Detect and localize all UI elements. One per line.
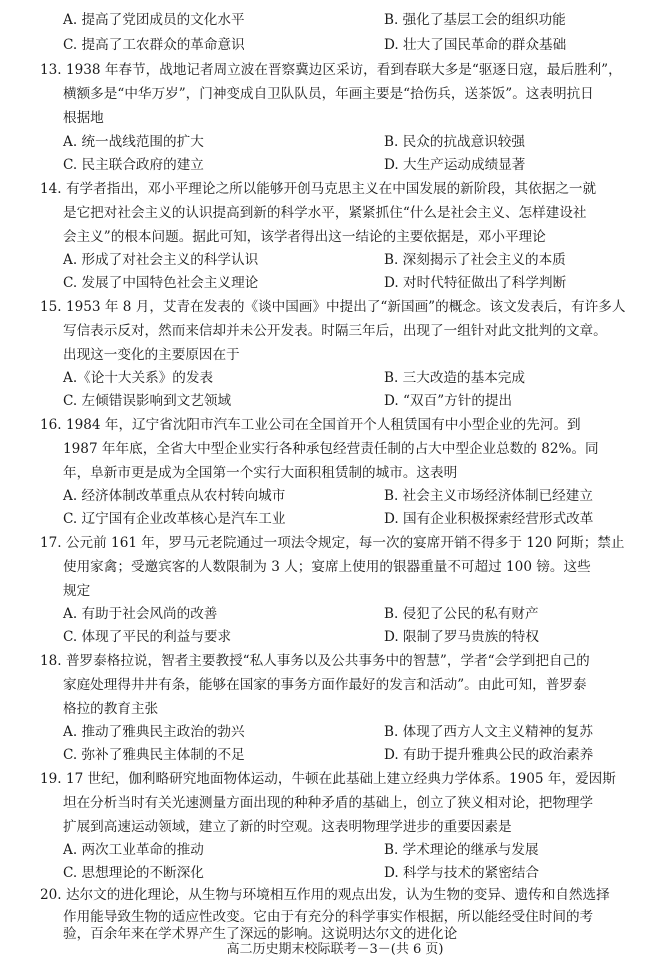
option-d: D. 对时代特征做出了科学判断	[384, 275, 567, 291]
option-a: A. 统一战线范围的扩大	[63, 134, 204, 150]
option-b: B. 强化了基层工会的组织功能	[384, 12, 566, 28]
question-stem-line: 写信表示反对，然而来信却并未公开发表。时隔三年后，出现了一组针对此文批判的文章。	[63, 323, 607, 339]
question-stem-line: 19. 17 世纪，伽利略研究地面物体运动，牛顿在此基础上建立经典力学体系。1905 年，爱因斯	[40, 771, 616, 787]
option-b: B. 学术理论的继承与发展	[384, 842, 539, 858]
question-stem-line: 出现这一变化的主要原因在于	[63, 347, 240, 363]
page-footer: 高二历史期末校际联考－3－(共 6 页)	[226, 942, 444, 957]
option-d: D. 限制了罗马贵族的特权	[384, 629, 539, 645]
question-stem-line: 18. 普罗泰格拉说，智者主要教授“私人事务以及公共事务中的智慧”，学者“会学到把自己的	[40, 653, 590, 669]
option-b: B. 社会主义市场经济体制已经建立	[384, 488, 593, 504]
question-stem-line: 格拉的教育主张	[63, 701, 159, 717]
option-b: B. 三大改造的基本完成	[384, 370, 525, 386]
question-stem-line: 验，百余年来在学术界产生了深远的影响。这说明达尔文的进化论	[63, 926, 458, 942]
question-stem-line: 16. 1984 年，辽宁省沈阳市汽车工业公司在全国首开个人租赁国有中小型企业的先河。到	[40, 417, 581, 433]
option-c: C. 体现了平民的利益与要求	[63, 629, 232, 645]
question-stem-line: 使用家禽；受邀宾客的人数限制为 3 人；宴席上使用的银器重量不可超过 100 镑。这些	[63, 559, 591, 575]
option-c: C. 弥补了雅典民主体制的不足	[63, 747, 245, 763]
question-stem-line: 会主义”的根本问题。据此可知，该学者得出这一结论的主要依据是，邓小平理论	[63, 229, 546, 245]
option-c: C. 民主联合政府的建立	[63, 157, 204, 173]
option-c: C. 左倾错误影响到文艺领域	[63, 393, 232, 409]
option-b: B. 民众的抗战意识较强	[384, 134, 525, 150]
option-c: C. 发展了中国特色社会主义理论	[63, 275, 259, 291]
question-stem-line: 年，阜新市更是成为全国第一个实行大面积租赁制的城市。这表明	[63, 465, 458, 481]
option-a: A.《论十大关系》的发表	[63, 370, 214, 386]
option-a: A. 形成了对社会主义的科学认识	[63, 252, 259, 268]
question-stem-line: 13. 1938 年春节，战地记者周立波在晋察冀边区采访，看到春联大多是“驱逐日寇，最后胜利”，	[40, 62, 622, 78]
option-c: C. 提高了工农群众的革命意识	[63, 37, 245, 53]
option-b: B. 深刻揭示了社会主义的本质	[384, 252, 566, 268]
option-d: D. 有助于提升雅典公民的政治素养	[384, 747, 594, 763]
option-d: D. 壮大了国民革命的群众基础	[384, 37, 567, 53]
option-d: D. 科学与技术的紧密结合	[384, 865, 539, 881]
question-stem-line: 扩展到高速运动领域，建立了新的时空观。这表明物理学进步的重要因素是	[63, 819, 512, 835]
option-a: A. 有助于社会风尚的改善	[63, 606, 218, 622]
option-a: A. 提高了党团成员的文化水平	[63, 12, 245, 28]
question-stem-line: 1987 年年底，全省大中型企业实行各种承包经营责任制的占大中型企业总数的 82%。同	[63, 441, 599, 457]
question-stem-line: 15. 1953 年 8 月，艾青在发表的《谈中国画》中提出了“新国画”的概念。该文发表后，有许多人	[40, 299, 626, 315]
question-stem-line: 20. 达尔文的进化理论，从生物与环境相互作用的观点出发，认为生物的变异、遗传和自然选择	[40, 887, 610, 903]
option-a: A. 两次工业革命的推动	[63, 842, 204, 858]
question-stem-line: 根据地	[63, 110, 104, 126]
option-d: D. “双百”方针的提出	[384, 393, 513, 409]
question-stem-line: 家庭处理得井井有条，能够在国家的事务方面作最好的发言和活动”。由此可知，普罗泰	[63, 677, 587, 693]
question-stem-line: 横额多是“中华万岁”，门神变成自卫队队员，年画主要是“拾伤兵，送茶饭”。这表明抗日	[63, 86, 594, 102]
option-c: C. 思想理论的不断深化	[63, 865, 204, 881]
option-d: D. 大生产运动成绩显著	[384, 157, 526, 173]
option-d: D. 国有企业积极探索经营形式改革	[384, 511, 594, 527]
question-stem-line: 作用能导致生物的适应性改变。它由于有充分的科学事实作根据，所以能经受住时间的考	[63, 909, 594, 925]
option-a: A. 经济体制改革重点从农村转向城市	[63, 488, 286, 504]
question-stem-line: 是它把对社会主义的认识提高到新的科学水平，紧紧抓住“什么是社会主义、怎样建设社	[63, 205, 587, 221]
option-b: B. 侵犯了公民的私有财产	[384, 606, 539, 622]
question-stem-line: 规定	[63, 583, 91, 599]
question-stem-line: 17. 公元前 161 年，罗马元老院通过一项法令规定，每一次的宴席开销不得多于 120 阿斯；禁止	[40, 535, 625, 551]
option-c: C. 辽宁国有企业改革核心是汽车工业	[63, 511, 286, 527]
option-b: B. 体现了西方人文主义精神的复苏	[384, 724, 593, 740]
question-stem-line: 坦在分析当时有关光速测量方面出现的种种矛盾的基础上，创立了狭义相对论，把物理学	[63, 795, 594, 811]
option-a: A. 推动了雅典民主政治的勃兴	[63, 724, 245, 740]
question-stem-line: 14. 有学者指出，邓小平理论之所以能够开创马克思主义在中国发展的新阶段，其依据之一就	[40, 181, 597, 197]
